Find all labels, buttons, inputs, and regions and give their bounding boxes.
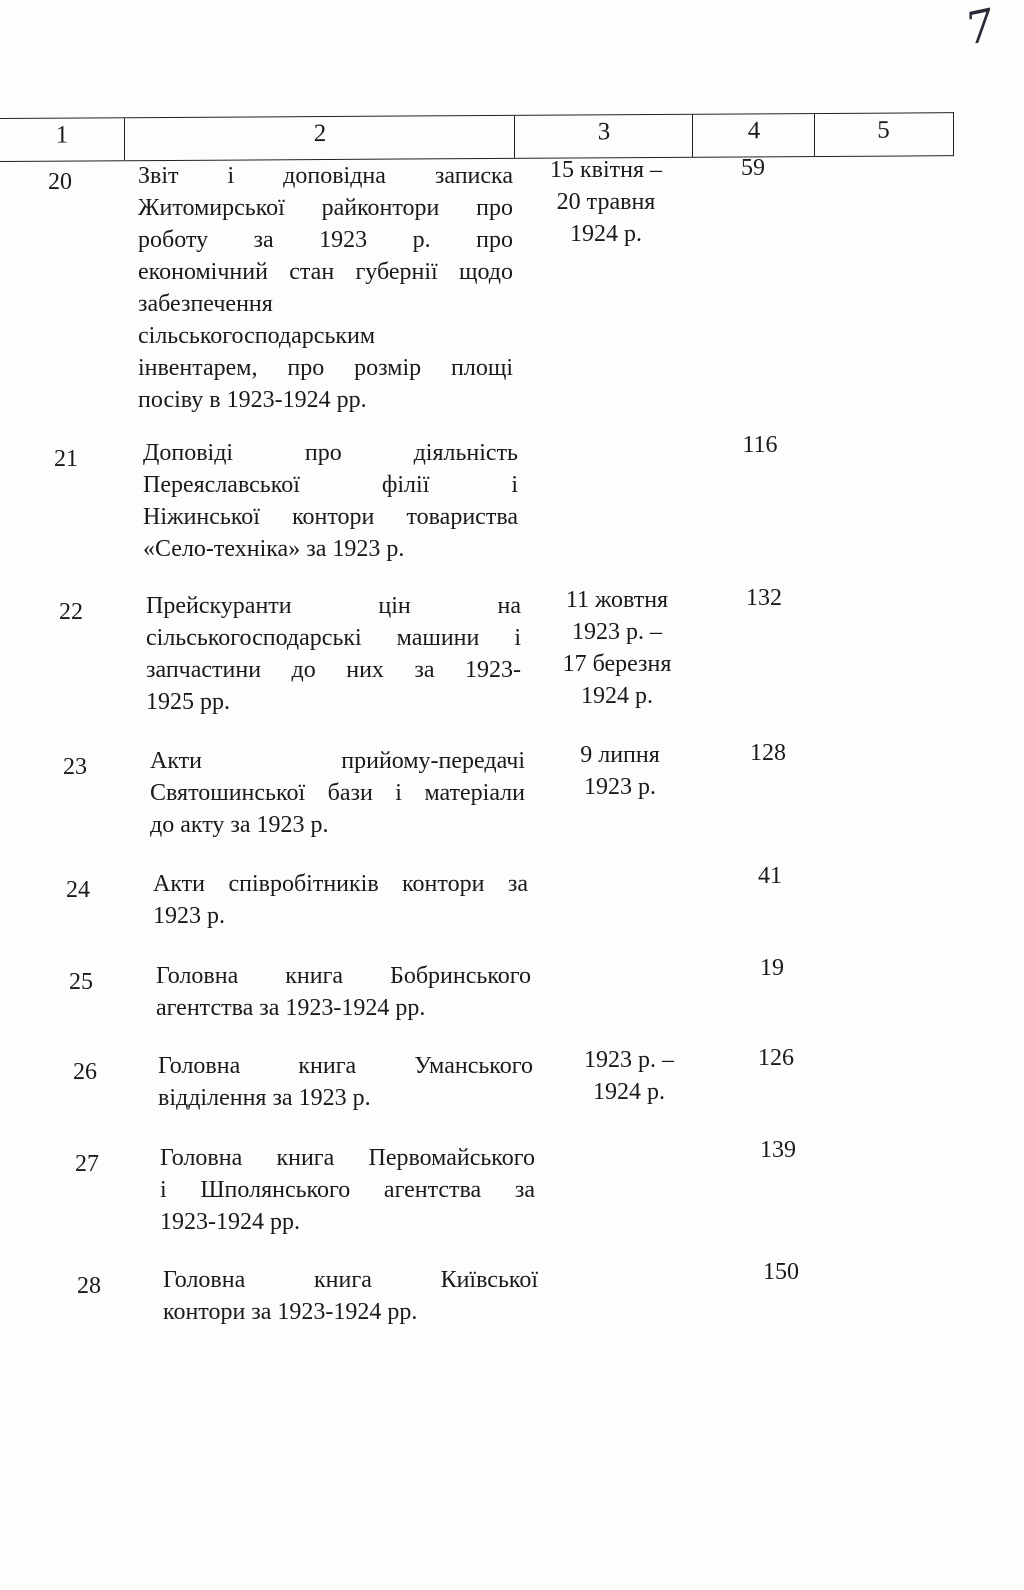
date-line: 15 квітня – xyxy=(549,157,663,183)
date-line: 11 жовтня xyxy=(565,587,669,613)
description-line: контори за 1923-1924 рр. xyxy=(163,1299,418,1325)
row-dates xyxy=(521,154,691,250)
description-line: Акти співробітників контори за xyxy=(153,871,528,897)
description-line: відділення за 1923 р. xyxy=(158,1085,371,1111)
date-line: 9 липня xyxy=(580,742,660,768)
header-cell-5: 5 xyxy=(814,113,952,156)
row-number: 20 xyxy=(48,169,72,195)
description-line: роботу за 1923 р. про xyxy=(138,227,513,253)
row-sheet-count: 150 xyxy=(763,1259,799,1285)
description-line: 1923-1924 рр. xyxy=(160,1209,300,1235)
description-line: Головна книга Уманського xyxy=(158,1053,533,1079)
row-sheet-count: 139 xyxy=(760,1137,796,1163)
header-cell-3: 3 xyxy=(514,115,693,158)
description-line: посіву в 1923-1924 рр. xyxy=(138,387,367,413)
description-line: Головна книга Бобринського xyxy=(156,963,531,989)
header-cell-4: 4 xyxy=(692,114,815,157)
description-line: до акту за 1923 р. xyxy=(150,812,329,838)
description-line: економічний стан губернії щодо xyxy=(138,259,513,285)
date-line: 17 березня xyxy=(562,651,672,677)
row-number: 25 xyxy=(69,969,93,995)
row-number: 28 xyxy=(77,1273,101,1299)
row-sheet-count: 41 xyxy=(758,863,782,889)
header-cell-1: 1 xyxy=(55,121,69,149)
row-sheet-count: 59 xyxy=(741,155,765,181)
row-description xyxy=(158,1050,533,1114)
description-line: інвентарем, про розмір площі xyxy=(138,355,513,381)
row-number: 24 xyxy=(66,877,90,903)
description-line: сільськогосподарським xyxy=(138,323,376,349)
row-description xyxy=(143,437,518,565)
row-dates xyxy=(532,584,702,712)
row-description xyxy=(156,960,531,1024)
table-header xyxy=(0,112,954,162)
description-line: забезпечення xyxy=(138,291,273,317)
description-line: 1925 рр. xyxy=(146,689,230,715)
description-line: «Село-техніка» за 1923 р. xyxy=(143,536,405,562)
row-number: 26 xyxy=(73,1059,97,1085)
row-number: 23 xyxy=(63,754,87,780)
row-description xyxy=(150,745,525,841)
row-dates xyxy=(535,739,705,803)
date-line: 1923 р. – xyxy=(572,619,662,645)
description-line: Житомирської райконтори про xyxy=(138,195,513,221)
description-line: Ніжинської контори товариства xyxy=(143,504,518,530)
description-line: Доповіді про діяльність xyxy=(143,440,518,466)
date-line: 1924 р. xyxy=(593,1079,665,1105)
row-sheet-count: 116 xyxy=(742,432,778,458)
description-line: і Шполянського агентства за xyxy=(160,1177,535,1203)
description-line: запчастини до них за 1923- xyxy=(146,657,521,683)
row-number: 27 xyxy=(75,1151,99,1177)
row-number: 22 xyxy=(59,599,83,625)
row-sheet-count: 132 xyxy=(746,585,782,611)
date-line: 1923 р. xyxy=(584,774,656,800)
row-dates xyxy=(544,1044,714,1108)
description-line: агентства за 1923-1924 рр. xyxy=(156,995,426,1021)
page-number: 7 xyxy=(961,0,999,56)
row-sheet-count: 19 xyxy=(760,955,784,981)
description-line: Головна книга Первомайського xyxy=(160,1145,535,1171)
date-line: 1923 р. – xyxy=(584,1047,674,1073)
row-description xyxy=(163,1264,538,1328)
row-description xyxy=(153,868,528,932)
date-line: 20 травня xyxy=(556,189,656,215)
description-line: Звіт і доповідна записка xyxy=(138,163,513,189)
row-number: 21 xyxy=(54,446,78,472)
header-cell-2: 2 xyxy=(124,116,515,160)
date-line: 1924 р. xyxy=(581,683,653,709)
description-line: сільськогосподарські машини і xyxy=(146,625,521,651)
row-sheet-count: 128 xyxy=(750,740,786,766)
description-line: Святошинської бази і матеріали xyxy=(150,780,525,806)
description-line: 1923 р. xyxy=(153,903,225,929)
description-line: Переяславської філії і xyxy=(143,472,518,498)
row-description xyxy=(146,590,521,718)
row-description xyxy=(138,160,513,416)
date-line: 1924 р. xyxy=(570,221,642,247)
description-line: Головна книга Київської xyxy=(163,1267,538,1293)
row-sheet-count: 126 xyxy=(758,1045,794,1071)
description-line: Акти прийому-передачі xyxy=(150,748,525,774)
row-description xyxy=(160,1142,535,1238)
description-line: Прейскуранти цін на xyxy=(146,593,521,619)
